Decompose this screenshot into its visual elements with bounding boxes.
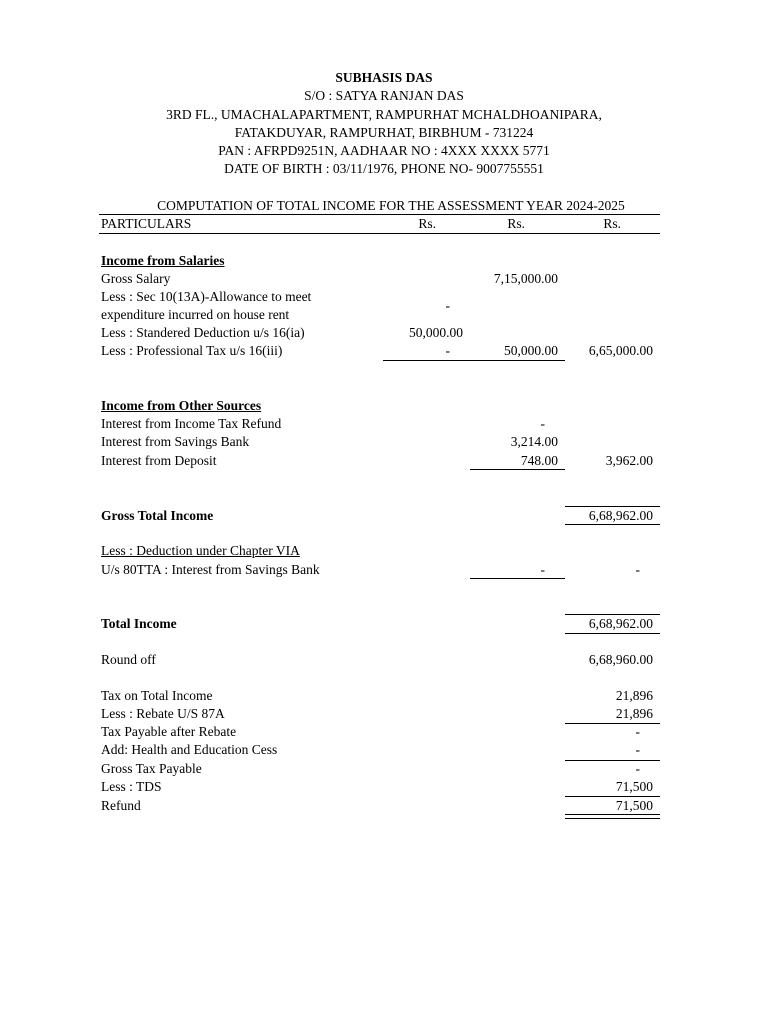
tds-value: 71,500	[615, 779, 653, 794]
professional-tax-label: Less : Professional Tax u/s 16(iii)	[101, 343, 283, 358]
salary-subtotal-rule	[383, 360, 565, 361]
rebate-label: Less : Rebate U/S 87A	[101, 706, 225, 721]
refund-label: Refund	[101, 798, 141, 813]
other-sources-heading: Income from Other Sources	[101, 398, 262, 413]
rebate-value: 21,896	[615, 706, 653, 721]
dob-phone: DATE OF BIRTH : 03/11/1976, PHONE NO- 9007755551	[224, 161, 544, 176]
professional-tax-value: -	[445, 343, 450, 358]
other-sources-total: 3,962.00	[605, 453, 653, 468]
refund-value: 71,500	[615, 798, 653, 813]
section-80tta-total: -	[635, 562, 640, 577]
standard-deduction-label: Less : Standered Deduction u/s 16(ia)	[101, 325, 305, 340]
cess-label: Add: Health and Education Cess	[101, 742, 278, 757]
tax-on-total-label: Tax on Total Income	[101, 688, 213, 703]
tds-label: Less : TDS	[101, 779, 162, 794]
deposit-interest-value: 748.00	[520, 453, 558, 468]
hra-value: -	[445, 298, 450, 313]
deposit-interest-label: Interest from Deposit	[101, 453, 217, 468]
column-rs-3: Rs.	[603, 216, 621, 231]
gross-total-label: Gross Total Income	[101, 508, 214, 523]
savings-interest-label: Interest from Savings Bank	[101, 434, 250, 449]
column-header-bottom-rule	[99, 233, 660, 234]
section-80tta-value: -	[540, 562, 545, 577]
it-refund-interest-value: -	[540, 416, 545, 431]
gross-salary-label: Gross Salary	[101, 271, 171, 286]
it-refund-interest-label: Interest from Income Tax Refund	[101, 416, 282, 431]
standard-deduction-value: 50,000.00	[409, 325, 463, 340]
document-title: COMPUTATION OF TOTAL INCOME FOR THE ASSESSMENT YEAR 2024-2025	[157, 198, 625, 213]
gross-total-value: 6,68,962.00	[588, 508, 653, 523]
gross-total-bottom-rule	[565, 524, 660, 525]
net-salary-income: 6,65,000.00	[588, 343, 653, 358]
hra-label-line-1: Less : Sec 10(13A)-Allowance to meet	[101, 289, 312, 304]
gross-tax-payable-value: -	[635, 761, 640, 776]
refund-double-rule	[565, 814, 660, 819]
savings-interest-value: 3,214.00	[510, 434, 558, 449]
chapter-via-rule	[470, 578, 565, 579]
chapter-via-heading: Less : Deduction under Chapter VIA	[101, 543, 300, 558]
taxpayer-name: SUBHASIS DAS	[335, 70, 433, 85]
column-rs-1: Rs.	[418, 216, 436, 231]
gross-tax-payable-label: Gross Tax Payable	[101, 761, 202, 776]
gross-salary-value: 7,15,000.00	[493, 271, 558, 286]
salary-deduction-total: 50,000.00	[504, 343, 558, 358]
round-off-value: 6,68,960.00	[588, 652, 653, 667]
section-80tta-label: U/s 80TTA : Interest from Savings Bank	[101, 562, 320, 577]
column-particulars: PARTICULARS	[101, 216, 192, 231]
salaries-heading: Income from Salaries	[101, 253, 225, 268]
total-income-value: 6,68,962.00	[588, 616, 653, 631]
tax-after-rebate-value: -	[635, 724, 640, 739]
hra-label-line-2: expenditure incurred on house rent	[101, 307, 290, 322]
column-rs-2: Rs.	[507, 216, 525, 231]
round-off-label: Round off	[101, 652, 156, 667]
taxpayer-relation: S/O : SATYA RANJAN DAS	[304, 88, 464, 103]
address-line-2: FATAKDUYAR, RAMPURHAT, BIRBHUM - 731224	[234, 125, 534, 140]
cess-value: -	[635, 742, 640, 757]
pan-aadhaar: PAN : AFRPD9251N, AADHAAR NO : 4XXX XXXX 5771	[218, 143, 550, 158]
total-income-bottom-rule	[565, 633, 660, 634]
tax-on-total-value: 21,896	[615, 688, 653, 703]
address-line-1: 3RD FL., UMACHALAPARTMENT, RAMPURHAT MCHALDHOANIPARA,	[166, 107, 602, 122]
tax-after-rebate-label: Tax Payable after Rebate	[101, 724, 237, 739]
total-income-label: Total Income	[101, 616, 177, 631]
other-sources-subtotal-rule	[470, 469, 565, 470]
